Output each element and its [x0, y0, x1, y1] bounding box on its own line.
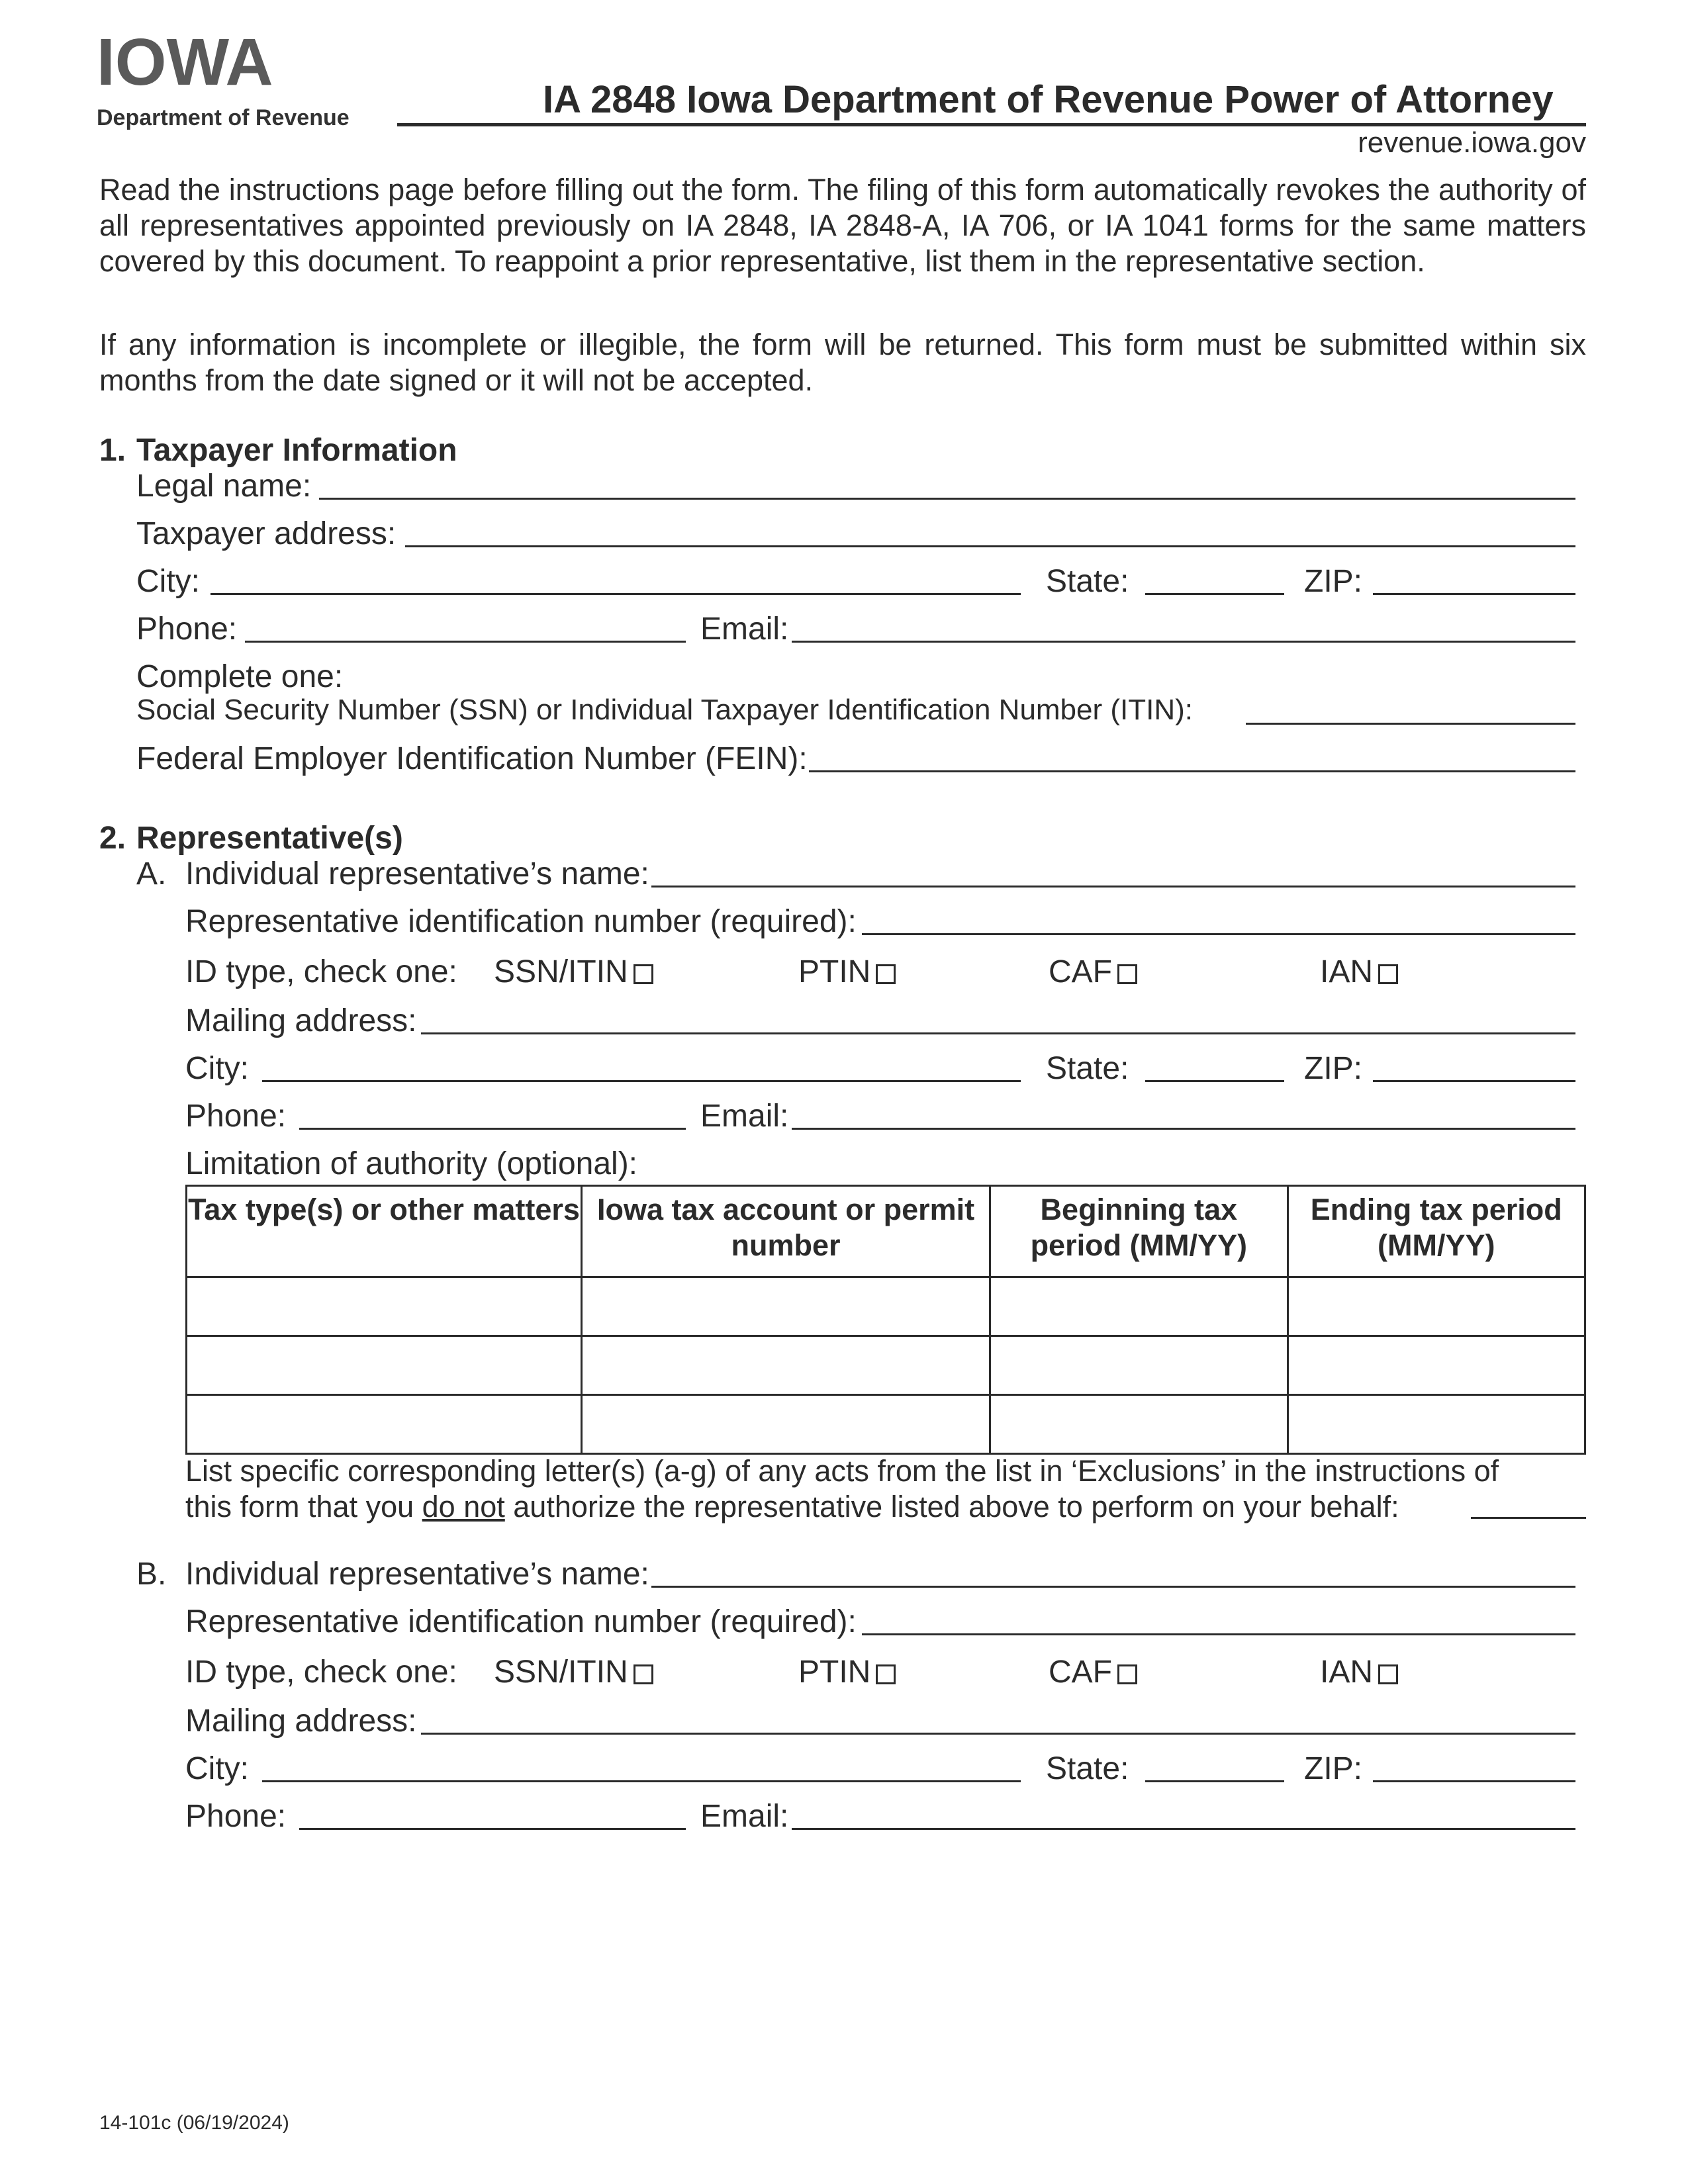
- rep-b-option-ssn-itin-label: SSN/ITIN: [494, 1655, 628, 1690]
- table-cell[interactable]: [990, 1277, 1288, 1336]
- rep-a-option-caf[interactable]: [1049, 954, 1137, 990]
- rep-b-option-ian-label: IAN: [1320, 1655, 1374, 1690]
- rep-b-city-label: City:: [185, 1751, 249, 1786]
- taxpayer-city-label: City:: [136, 564, 200, 599]
- taxpayer-state-label: State:: [1046, 564, 1129, 599]
- table-cell[interactable]: [582, 1395, 990, 1454]
- rep-a-phone-field[interactable]: [299, 1128, 686, 1130]
- taxpayer-address-field[interactable]: [405, 545, 1575, 547]
- rep-a-id-type-label: ID type, check one:: [185, 954, 457, 989]
- section1-number: 1.: [99, 433, 126, 468]
- rep-b-option-caf[interactable]: [1049, 1655, 1137, 1690]
- taxpayer-zip-label: ZIP:: [1304, 564, 1363, 599]
- rep-b-name-label: Individual representative’s name:: [185, 1557, 649, 1592]
- rep-b-phone-field[interactable]: [299, 1828, 686, 1830]
- rep-a-city-label: City:: [185, 1051, 249, 1086]
- rep-b-mailing-label: Mailing address:: [185, 1704, 417, 1739]
- rep-b-option-ptin-label: PTIN: [798, 1655, 871, 1690]
- table-row: [187, 1395, 1585, 1454]
- iowa-logo-graphic: [97, 30, 328, 90]
- table-cell[interactable]: [187, 1277, 582, 1336]
- rep-a-zip-field[interactable]: [1373, 1080, 1575, 1082]
- intro-paragraph-1: Read the instructions page before filling out the form. The filing of this form automatically revokes the authority of all representatives appointed previously on IA 2848, IA 2848-A, IA 706, or IA 1041 forms for the same matters covered by this document. To reappoint a prior representative, list them in the representative section.: [99, 173, 1586, 278]
- exclusions-field[interactable]: [1471, 1517, 1586, 1519]
- rep-a-ssn-itin-checkbox[interactable]: [633, 964, 653, 984]
- rep-a-email-label: Email:: [700, 1099, 789, 1134]
- intro-paragraph-2: If any information is incomplete or illegible, the form will be returned. This form must be submitted within six months from the date signed or it will not be accepted.: [99, 328, 1586, 397]
- rep-a-option-ssn-itin[interactable]: [494, 954, 653, 990]
- taxpayer-email-label: Email:: [700, 612, 789, 647]
- section2-number: 2.: [99, 821, 126, 856]
- taxpayer-phone-label: Phone:: [136, 612, 238, 647]
- rep-b-caf-checkbox[interactable]: [1117, 1664, 1137, 1684]
- rep-a-letter: A.: [136, 856, 167, 891]
- rep-b-option-ptin[interactable]: [798, 1655, 896, 1690]
- rep-b-mailing-field[interactable]: [421, 1733, 1575, 1735]
- rep-b-city-field[interactable]: [262, 1780, 1021, 1782]
- rep-a-option-caf-label: CAF: [1049, 954, 1112, 989]
- logo-text: IOWA: [97, 30, 273, 90]
- rep-a-mailing-label: Mailing address:: [185, 1003, 417, 1038]
- rep-a-city-field[interactable]: [262, 1080, 1021, 1082]
- legal-name-label: Legal name:: [136, 469, 312, 504]
- rep-b-email-label: Email:: [700, 1799, 789, 1834]
- rep-b-letter: B.: [136, 1557, 167, 1592]
- rep-b-ptin-checkbox[interactable]: [876, 1664, 896, 1684]
- table-cell[interactable]: [187, 1336, 582, 1395]
- taxpayer-phone-field[interactable]: [245, 641, 686, 643]
- department-name: Department of Revenue: [97, 105, 350, 130]
- exclusions-line-1: List specific corresponding letter(s) (a-g) of any acts from the list in ‘Exclusions’ in the instructions of: [185, 1454, 1499, 1488]
- exclusions-text-pre: this form that you: [185, 1490, 422, 1524]
- form-code: 14-101c (06/19/2024): [99, 2112, 289, 2134]
- table-cell[interactable]: [990, 1336, 1288, 1395]
- taxpayer-state-field[interactable]: [1145, 593, 1284, 595]
- table-cell[interactable]: [187, 1395, 582, 1454]
- taxpayer-zip-field[interactable]: [1373, 593, 1575, 595]
- rep-a-state-label: State:: [1046, 1051, 1129, 1086]
- exclusions-text-do-not: do not: [422, 1490, 505, 1524]
- rep-b-email-field[interactable]: [792, 1828, 1575, 1830]
- rep-a-caf-checkbox[interactable]: [1117, 964, 1137, 984]
- taxpayer-address-label: Taxpayer address:: [136, 516, 397, 551]
- rep-b-id-type-label: ID type, check one:: [185, 1655, 457, 1690]
- rep-b-zip-label: ZIP:: [1304, 1751, 1363, 1786]
- table-cell[interactable]: [1288, 1336, 1585, 1395]
- table-cell[interactable]: [1288, 1277, 1585, 1336]
- rep-a-ptin-checkbox[interactable]: [876, 964, 896, 984]
- ssn-itin-field[interactable]: [1246, 723, 1575, 725]
- rep-b-option-ian[interactable]: [1320, 1655, 1398, 1690]
- col-header-tax-type: Tax type(s) or other matters: [187, 1186, 582, 1277]
- website: revenue.iowa.gov: [1358, 126, 1586, 159]
- rep-a-option-ian-label: IAN: [1320, 954, 1374, 989]
- rep-b-id-number-label: Representative identification number (required):: [185, 1604, 857, 1639]
- taxpayer-city-field[interactable]: [211, 593, 1021, 595]
- col-header-ending-period: Ending tax period (MM/YY): [1288, 1186, 1585, 1277]
- table-cell[interactable]: [582, 1277, 990, 1336]
- ssn-itin-label: Social Security Number (SSN) or Individual Taxpayer Identification Number (ITIN):: [136, 694, 1194, 726]
- rep-a-name-field[interactable]: [651, 886, 1575, 887]
- rep-a-mailing-field[interactable]: [421, 1032, 1575, 1034]
- limitation-table-header: [187, 1186, 1585, 1277]
- fein-label: Federal Employer Identification Number (FEIN):: [136, 741, 808, 776]
- legal-name-field[interactable]: [319, 498, 1575, 500]
- rep-a-state-field[interactable]: [1145, 1080, 1284, 1082]
- section2-heading: Representative(s): [136, 821, 403, 856]
- rep-b-state-label: State:: [1046, 1751, 1129, 1786]
- col-header-beginning-period: Beginning tax period (MM/YY): [990, 1186, 1288, 1277]
- rep-a-option-ian[interactable]: [1320, 954, 1398, 990]
- rep-b-name-field[interactable]: [651, 1586, 1575, 1588]
- section1-heading: Taxpayer Information: [136, 433, 457, 468]
- rep-b-phone-label: Phone:: [185, 1799, 287, 1834]
- rep-b-ssn-itin-checkbox[interactable]: [633, 1664, 653, 1684]
- rep-a-name-label: Individual representative’s name:: [185, 856, 649, 891]
- rep-a-ian-checkbox[interactable]: [1378, 964, 1398, 984]
- limitation-table: [185, 1185, 1586, 1455]
- rep-a-phone-label: Phone:: [185, 1099, 287, 1134]
- fein-field[interactable]: [809, 770, 1575, 772]
- exclusions-line-2: [185, 1489, 1399, 1525]
- rep-b-id-number-field[interactable]: [862, 1633, 1575, 1635]
- table-row: [187, 1277, 1585, 1336]
- col-header-account-number: Iowa tax account or permit number: [582, 1186, 990, 1277]
- rep-a-option-ptin[interactable]: [798, 954, 896, 990]
- table-row: [187, 1336, 1585, 1395]
- rep-a-id-number-label: Representative identification number (required):: [185, 904, 857, 939]
- complete-one-label: Complete one:: [136, 659, 344, 694]
- rep-a-id-number-field[interactable]: [862, 933, 1575, 935]
- iowa-logo: [97, 30, 328, 90]
- rep-b-option-caf-label: CAF: [1049, 1655, 1112, 1690]
- rep-a-zip-label: ZIP:: [1304, 1051, 1363, 1086]
- exclusions-text-post: authorize the representative listed above to perform on your behalf:: [504, 1490, 1399, 1524]
- rep-a-option-ssn-itin-label: SSN/ITIN: [494, 954, 628, 989]
- rep-b-zip-field[interactable]: [1373, 1780, 1575, 1782]
- table-cell[interactable]: [582, 1336, 990, 1395]
- rep-b-state-field[interactable]: [1145, 1780, 1284, 1782]
- table-cell[interactable]: [990, 1395, 1288, 1454]
- rep-a-email-field[interactable]: [792, 1128, 1575, 1130]
- rep-a-option-ptin-label: PTIN: [798, 954, 871, 989]
- form-title: IA 2848 Iowa Department of Revenue Power of Attorney: [543, 78, 1554, 121]
- rep-b-option-ssn-itin[interactable]: [494, 1655, 653, 1690]
- table-cell[interactable]: [1288, 1395, 1585, 1454]
- rep-a-limitation-label: Limitation of authority (optional):: [185, 1146, 638, 1181]
- taxpayer-email-field[interactable]: [792, 641, 1575, 643]
- rep-b-ian-checkbox[interactable]: [1378, 1664, 1398, 1684]
